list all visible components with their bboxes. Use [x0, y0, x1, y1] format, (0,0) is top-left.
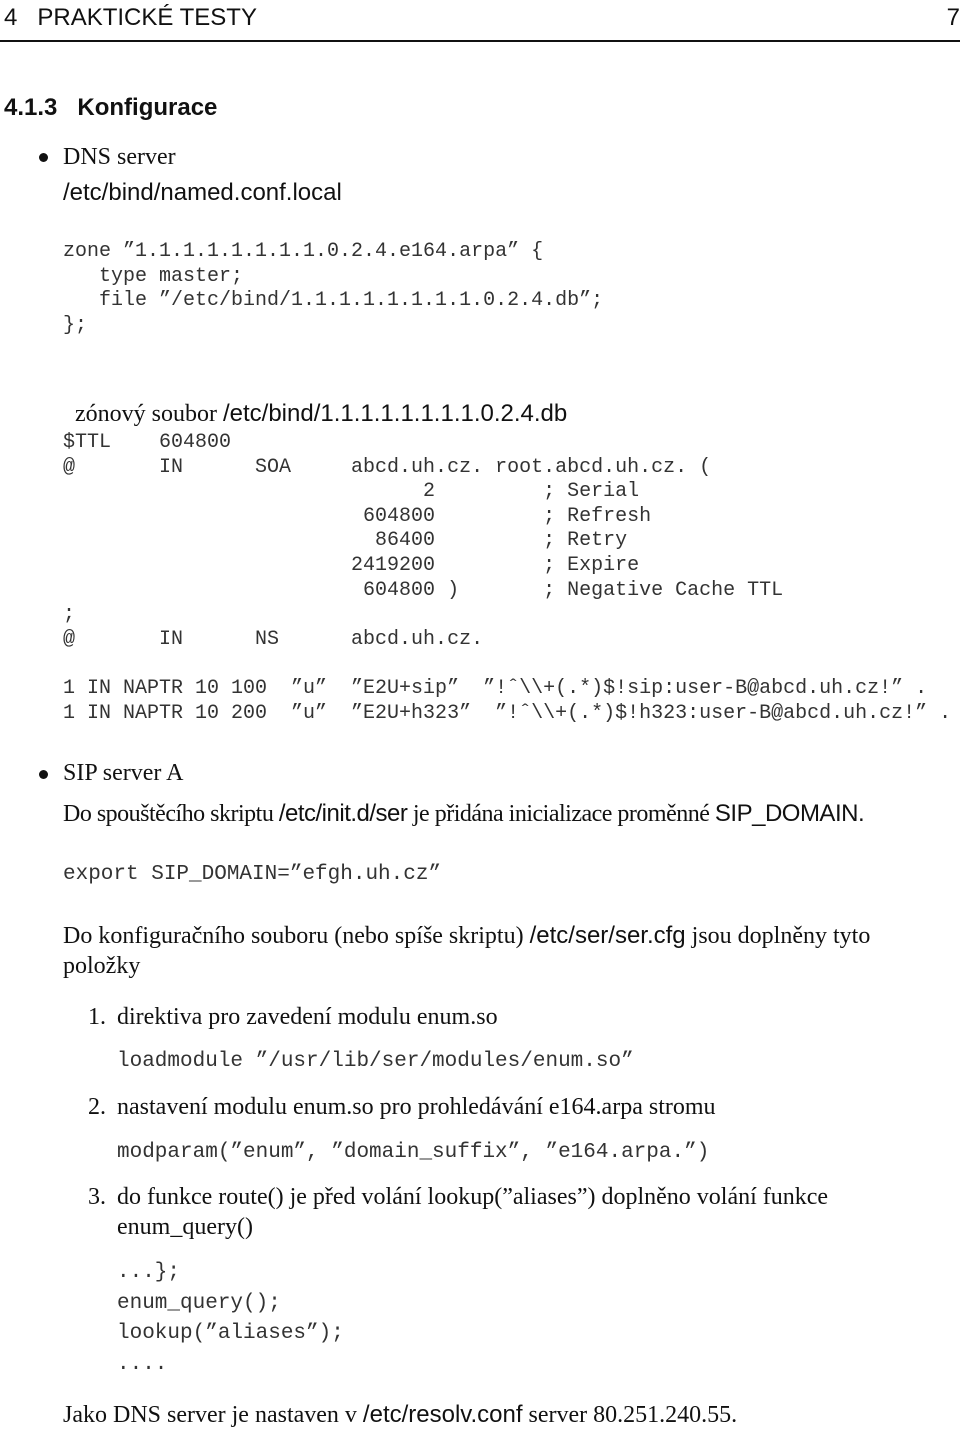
- header-rule: [0, 40, 960, 42]
- config-text-a: Do konfiguračního souboru (nebo spíše skriptu): [63, 923, 530, 949]
- config-paragraph: [63, 922, 870, 950]
- item-text: do funkce route() je před volání lookup(”aliases”) doplněno volání funkce: [117, 1184, 829, 1210]
- running-header-chapter: 4 PRAKTICKÉ TESTY: [4, 4, 257, 31]
- bullet-label-sip: SIP server A: [63, 760, 184, 786]
- bullet-dot: [39, 153, 48, 162]
- intro-text-b: je přidána inicializace proměnné: [407, 801, 715, 827]
- bullet-label-dns: DNS server: [63, 144, 176, 170]
- resolv-paragraph: [63, 1401, 737, 1429]
- item-code: modparam(”enum”, ”domain_suffix”, ”e164.arpa.”): [117, 1141, 710, 1164]
- outro-text-a: Jako DNS server je nastaven v: [63, 1402, 363, 1428]
- item-code: loadmodule ”/usr/lib/ser/modules/enum.so”: [117, 1050, 634, 1073]
- config-text-b: jsou doplněny tyto: [685, 923, 871, 949]
- config-paragraph-line2: položky: [63, 953, 141, 979]
- item-number: 2.: [88, 1094, 106, 1120]
- bullet-dot: [39, 770, 48, 779]
- export-code: export SIP_DOMAIN=”efgh.uh.cz”: [63, 863, 442, 886]
- named-conf-path: /etc/bind/named.conf.local: [63, 179, 342, 206]
- item-number: 1.: [88, 1004, 106, 1030]
- zone-code-block: zone ”1.1.1.1.1.1.1.1.0.2.4.e164.arpa” { type master; file ”/etc/bind/1.1.1.1.1.1.1.1.0.2.4.db”; };: [63, 240, 604, 337]
- ser-cfg-path: /etc/ser/ser.cfg: [529, 922, 686, 949]
- resolv-conf-path: /etc/resolv.conf: [362, 1401, 523, 1428]
- zone-file-label: [63, 372, 567, 428]
- item-text: direktiva pro zavedení modulu enum.so: [117, 1004, 498, 1030]
- page-number: 7: [946, 4, 960, 31]
- sip-intro-paragraph: [63, 800, 864, 828]
- zone-file-path: /etc/bind/1.1.1.1.1.1.1.1.0.2.4.db: [222, 400, 568, 427]
- item-code: ...}; enum_query(); lookup(”aliases”); ....: [117, 1261, 344, 1376]
- intro-text-a: Do spouštěcího skriptu: [63, 801, 279, 827]
- section-title: 4.1.3 Konfigurace: [4, 94, 218, 121]
- zone-file-label-text: zónový soubor: [75, 401, 223, 427]
- item-number: 3.: [88, 1184, 106, 1210]
- outro-text-b: server 80.251.240.55.: [522, 1402, 738, 1428]
- zone-file-code-block: $TTL 604800 @ IN SOA abcd.uh.cz. root.abcd.uh.cz. ( 2 ; Serial 604800 ; Refresh 86400 ; Retry 2419200 ; Expire 604800 ) ; Negative Cache TTL ; @ IN NS abcd.uh.cz. 1 IN NAPTR 10 100 ”u” ”E2U+sip” ”!ˆ\\+(.*)$!sip:user-B@abcd.uh.cz!” . 1 IN NAPTR 10 200 ”u” ”E2U+h323” ”!ˆ\\+(.*)$!h323:user-B@abcd.uh.cz!” .: [63, 431, 952, 725]
- sip-domain-var: SIP_DOMAIN.: [714, 800, 865, 827]
- item-text: nastavení modulu enum.so pro prohledávání e164.arpa stromu: [117, 1094, 716, 1120]
- init-script-path: /etc/init.d/ser: [278, 800, 408, 827]
- item-text-line2: enum_query(): [117, 1214, 253, 1240]
